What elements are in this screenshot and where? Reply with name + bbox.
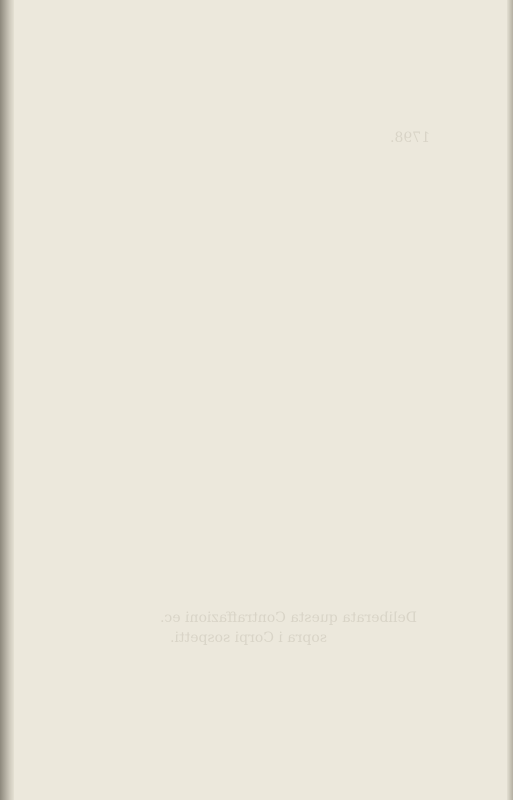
bleed-through-text: Deliberata questa Contraffazioni ec. <box>160 610 417 626</box>
page-binding-shadow <box>0 0 14 800</box>
bleed-through-text: 1798. <box>390 130 431 146</box>
bleed-through-text: sopra i Corpi sospetti. <box>170 630 327 646</box>
page-edge <box>507 0 513 800</box>
